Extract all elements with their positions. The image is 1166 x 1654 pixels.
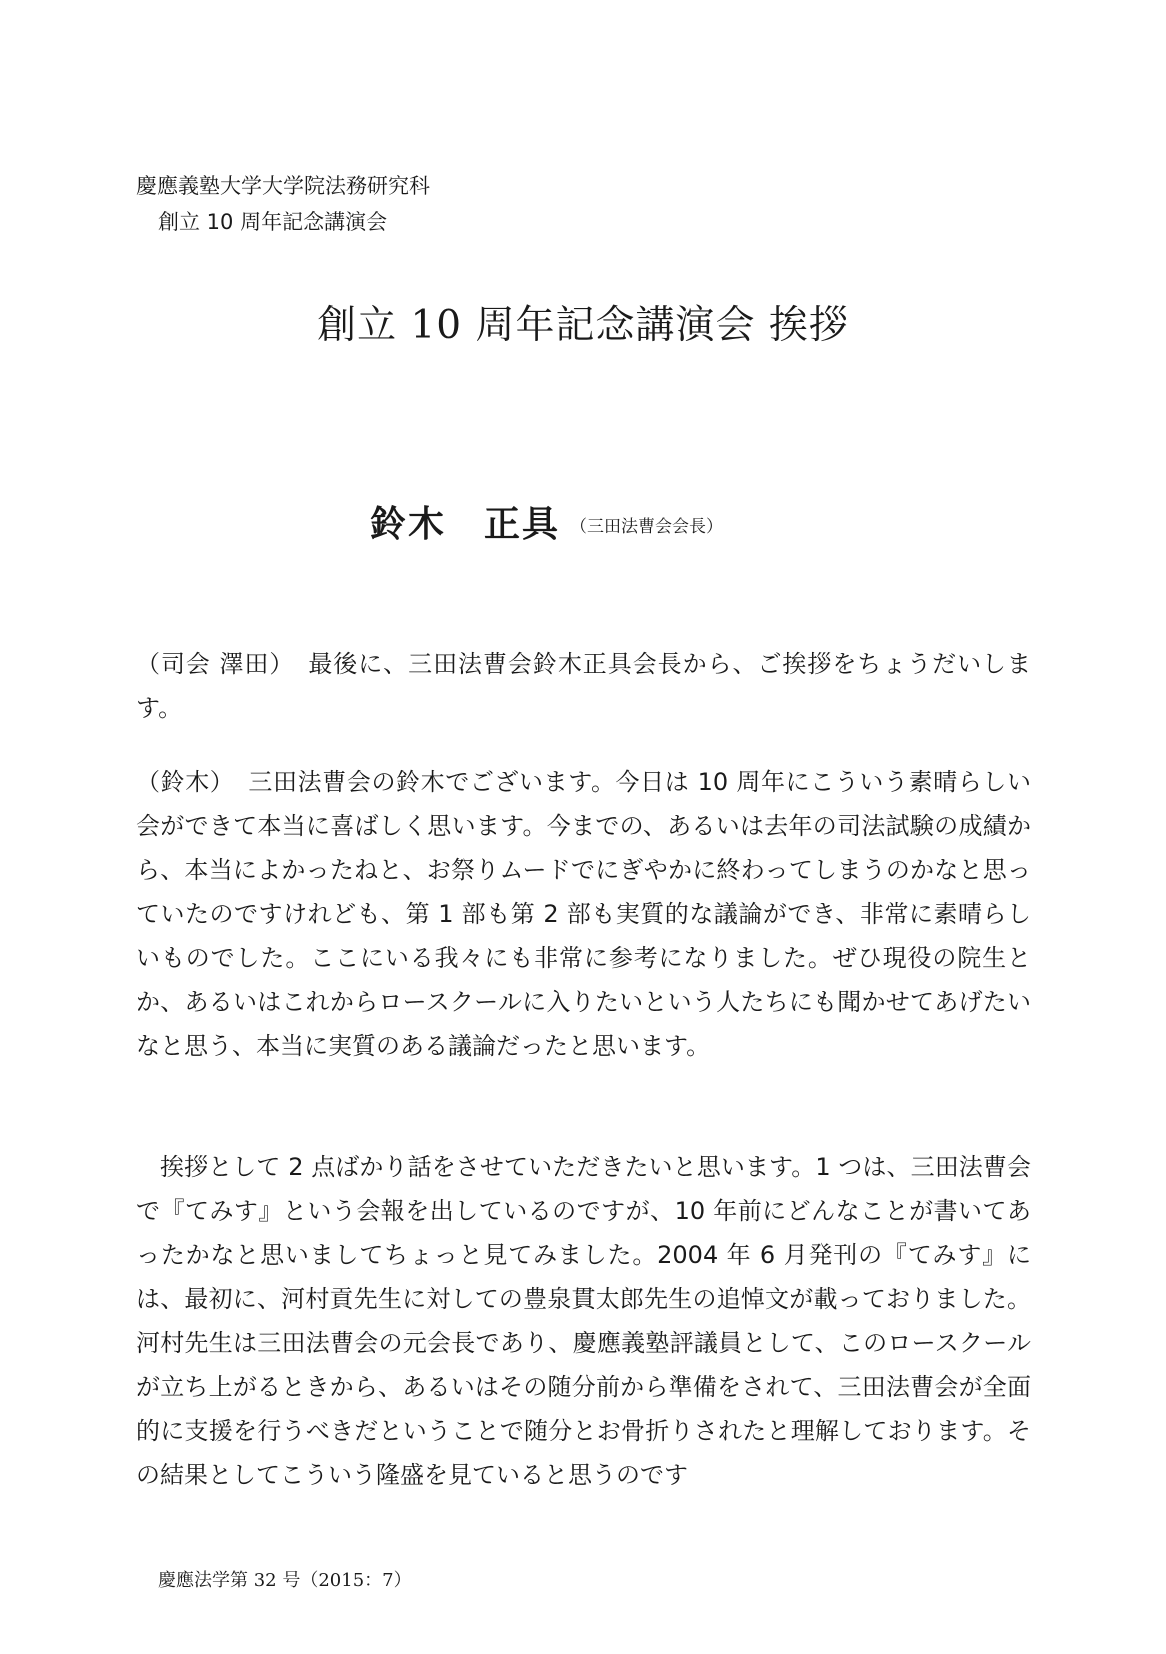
paragraph-text: 三田法曹会の鈴木でございます。今日は 10 周年にこういう素晴らしい会ができて本当に喜ばしく思います。今までの、あるいは去年の司法試験の成績から、本当によかったねと、お祭りムードでにぎやかに終わってしまうのかなと思っていたのですけれども、第 1 部も第 2 部も実質的な議論ができ、非常に素晴らしいものでした。ここにいる我々にも非常に参考になりました。ぜひ現役の院生とか、あるいはこれからロースクールに入りたいという人たちにも聞かせてあげたいなと思う、本当に実質のある議論だったと思います。: [136, 768, 1032, 1060]
page-title: 創立 10 周年記念講演会 挨拶: [317, 303, 849, 348]
paragraph-3: [136, 1145, 1031, 1497]
page-footer: 慶應法学第 32 号（2015：7）: [158, 1570, 412, 1591]
author-name: 鈴木 正具: [370, 503, 561, 545]
running-header: [136, 168, 430, 240]
speaker-label: （司会 澤田）: [136, 650, 295, 678]
paragraph-text: 挨拶として 2 点ばかり話をさせていただきたいと思います。1 つは、三田法曹会で『てみす』という会報を出しているのですが、10 年前にどんなことが書いてあったかなと思いましてちょっと見てみました。2004 年 6 月発刊の『てみす』には、最初に、河村貢先生に対しての豊泉貫太郎先生の追悼文が載っておりました。河村先生は三田法曹会の元会長であり、慶應義塾評議員として、このロースクールが立ち上がるときから、あるいはその随分前から準備をされて、三田法曹会が全面的に支援を行うべきだということで随分とお骨折りされたと理解しております。その結果としてこういう隆盛を見ていると思うのです: [136, 1153, 1031, 1489]
paragraph-2: [136, 760, 1031, 1068]
header-institution: 慶應義塾大学大学院法務研究科: [136, 174, 430, 198]
author-line: [370, 496, 723, 547]
author-role: （三田法曹会会長）: [570, 517, 724, 537]
paragraph-1: [136, 642, 1031, 730]
speaker-label: （鈴木）: [136, 768, 235, 796]
paragraph-text: 最後に、三田法曹会鈴木正具会長から、ご挨拶をちょうだいします。: [136, 650, 1031, 722]
header-event: 創立 10 周年記念講演会: [158, 210, 388, 234]
